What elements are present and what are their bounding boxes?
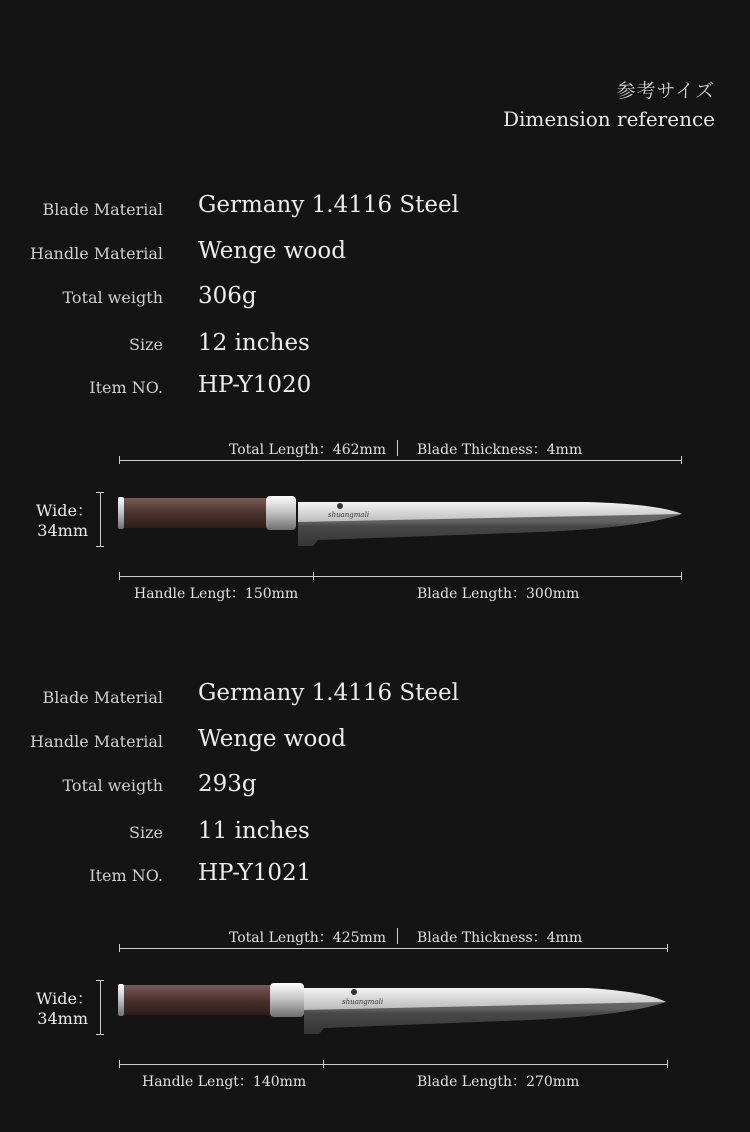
spec-value: Wenge wood: [198, 726, 346, 752]
tick: [681, 572, 682, 580]
spec-value: Wenge wood: [198, 238, 346, 264]
wide-line: [100, 980, 101, 1034]
spec-label: Blade Material: [42, 688, 163, 707]
blade-length-label: Blade Length：300mm: [417, 586, 580, 602]
length-line: [119, 576, 681, 577]
spec-label: Handle Material: [30, 244, 163, 263]
total-length-label: Total Length：425mm: [229, 930, 387, 946]
length-line: [119, 1064, 667, 1065]
tick: [323, 1060, 324, 1068]
separator: [397, 928, 398, 944]
tick: [119, 572, 120, 580]
spec-value: 306g: [198, 283, 257, 309]
spec-label: Size: [129, 335, 163, 354]
wide-value: 34mm: [37, 1009, 88, 1028]
spec-value: Germany 1.4116 Steel: [198, 680, 459, 706]
total-length-label: Total Length：462mm: [229, 442, 387, 458]
tick: [313, 572, 314, 580]
jp-title: 参考サイズ: [616, 80, 715, 102]
wide-line: [100, 492, 101, 546]
tick: [681, 456, 682, 464]
knife-image-2: [118, 980, 670, 1038]
blade-thickness-label: Blade Thickness：4mm: [417, 442, 583, 458]
spec-value: 11 inches: [198, 818, 310, 844]
spec-label: Size: [129, 823, 163, 842]
dimension-header: [503, 76, 715, 131]
tick: [119, 456, 120, 464]
wide-value: 34mm: [37, 521, 88, 540]
spec-label: Handle Material: [30, 732, 163, 751]
handle-length-label: Handle Lengt：140mm: [142, 1074, 307, 1090]
tick: [667, 944, 668, 952]
total-length-line: [119, 948, 667, 949]
blade-length-label: Blade Length：270mm: [417, 1074, 580, 1090]
separator: [397, 440, 398, 456]
spec-value: Germany 1.4116 Steel: [198, 192, 459, 218]
spec-label: Total weigth: [62, 776, 163, 795]
tick: [96, 546, 104, 547]
svg-text:shuangmali: shuangmali: [328, 511, 370, 519]
handle-length-label: Handle Lengt：150mm: [134, 586, 299, 602]
svg-text:shuangmali: shuangmali: [342, 998, 384, 1006]
spec-value: HP-Y1020: [198, 372, 312, 398]
wide-label-text: Wide：: [36, 501, 93, 520]
en-title: Dimension reference: [502, 107, 715, 131]
dimension-diagram-1: [0, 430, 750, 620]
tick: [667, 1060, 668, 1068]
wide-label: [36, 989, 93, 1029]
spec-label: Blade Material: [42, 200, 163, 219]
knife-image-1: [118, 492, 684, 550]
spec-value: 12 inches: [198, 330, 310, 356]
spec-value: 293g: [198, 771, 257, 797]
spec-label: Item NO.: [89, 378, 163, 397]
spec-value: HP-Y1021: [198, 860, 312, 886]
wide-label: [36, 501, 93, 541]
total-length-line: [119, 460, 681, 461]
dimension-diagram-2: [0, 918, 750, 1108]
blade-thickness-label: Blade Thickness：4mm: [417, 930, 583, 946]
tick: [119, 944, 120, 952]
spec-label: Total weigth: [62, 288, 163, 307]
wide-label-text: Wide：: [36, 989, 93, 1008]
tick: [119, 1060, 120, 1068]
tick: [96, 1034, 104, 1035]
spec-label: Item NO.: [89, 866, 163, 885]
